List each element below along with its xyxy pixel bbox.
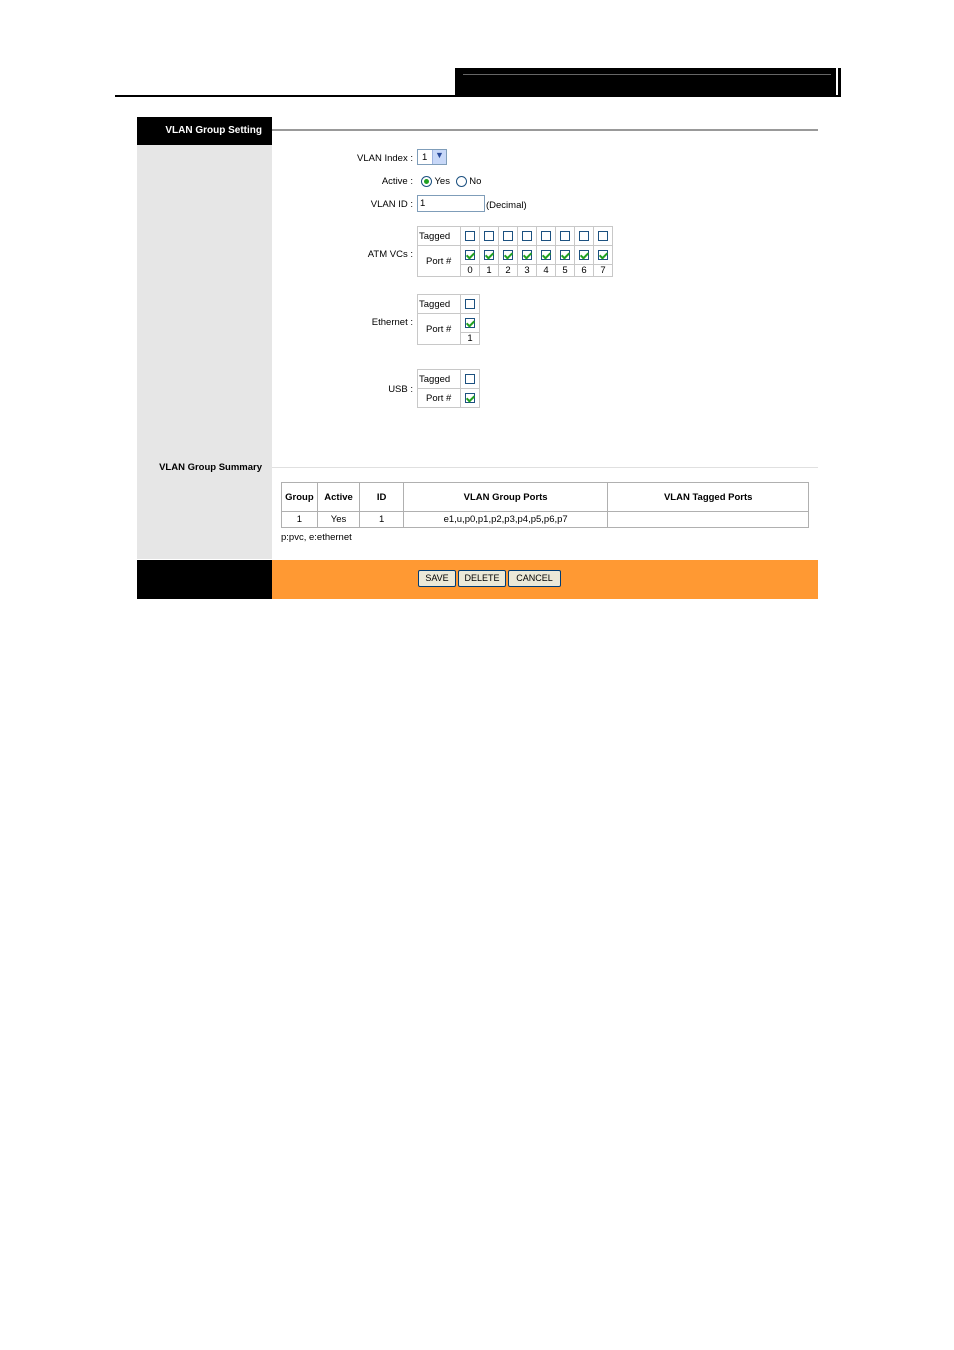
atm-port-grid (417, 226, 613, 277)
table-cell: 1 (282, 512, 318, 528)
atm-tagged-checkbox[interactable] (503, 231, 513, 241)
delete-button[interactable]: DELETE (458, 570, 506, 587)
vlan-id-unit: (Decimal) (486, 200, 527, 211)
usb-port-label: Port # (418, 389, 461, 408)
active-radio-group (421, 176, 481, 187)
active-no-radio[interactable] (456, 176, 467, 187)
active-yes-radio[interactable] (421, 176, 432, 187)
ethernet-tagged-cell (461, 295, 480, 314)
atm-tagged-label: Tagged (418, 227, 461, 246)
atm-port-number: 0 (461, 265, 480, 277)
header-divider (836, 68, 838, 97)
atm-tagged-cell (518, 227, 537, 246)
active-label: Active : (381, 176, 413, 187)
usb-tagged-row (418, 370, 480, 389)
vlan-index-select[interactable] (417, 149, 447, 165)
atm-port-checkbox[interactable] (598, 250, 608, 260)
atm-port-checkbox[interactable] (522, 250, 532, 260)
table-cell: 1 (360, 512, 404, 528)
ethernet-port-grid (417, 294, 480, 345)
atm-tagged-cell (575, 227, 594, 246)
title-rule (272, 129, 818, 131)
header-rule (463, 74, 831, 75)
atm-port-checkbox[interactable] (579, 250, 589, 260)
ethernet-tagged-row (418, 295, 480, 314)
vlan-id-input[interactable]: 1 (417, 195, 485, 212)
atm-tagged-cell (556, 227, 575, 246)
cancel-button[interactable]: CANCEL (508, 570, 561, 587)
atm-port-number: 4 (537, 265, 556, 277)
active-no-label: No (469, 176, 482, 188)
usb-tagged-checkbox[interactable] (465, 374, 475, 384)
atm-port-cell (537, 246, 556, 265)
vlan-index-label: VLAN Index : (357, 153, 413, 164)
table-cell: e1,u,p0,p1,p2,p3,p4,p5,p6,p7 (403, 512, 608, 528)
table-cell: Yes (317, 512, 360, 528)
ethernet-label: Ethernet : (371, 317, 413, 328)
chevron-down-icon[interactable]: ▼ (432, 150, 446, 164)
summary-header-cell: Active (317, 483, 360, 512)
atm-port-checkbox[interactable] (541, 250, 551, 260)
atm-port-number: 1 (480, 265, 499, 277)
usb-tagged-label: Tagged (418, 370, 461, 389)
vlan-panel (137, 117, 818, 599)
footer-left (137, 560, 272, 599)
atm-tagged-cell (537, 227, 556, 246)
atm-port-cell (499, 246, 518, 265)
usb-port-cell (461, 389, 480, 408)
atm-port-cell (594, 246, 613, 265)
atm-tagged-checkbox[interactable] (541, 231, 551, 241)
usb-port-row (418, 389, 480, 408)
header-bar (455, 68, 841, 97)
summary-header-row (282, 483, 809, 512)
summary-legend: p:pvc, e:ethernet (281, 532, 352, 543)
usb-tagged-cell (461, 370, 480, 389)
sidebar (137, 117, 272, 559)
atm-tagged-checkbox[interactable] (560, 231, 570, 241)
ethernet-tagged-checkbox[interactable] (465, 299, 475, 309)
atm-port-cell (461, 246, 480, 265)
footer-bar (272, 560, 818, 599)
summary-rule (272, 467, 818, 468)
atm-tagged-checkbox[interactable] (484, 231, 494, 241)
ethernet-port-cell (461, 314, 480, 333)
active-yes-label: Yes (434, 176, 450, 188)
ethernet-port-checkbox[interactable] (465, 318, 475, 328)
atm-tagged-checkbox[interactable] (598, 231, 608, 241)
save-button[interactable]: SAVE (418, 570, 456, 587)
atm-port-number: 6 (575, 265, 594, 277)
atm-port-cell (575, 246, 594, 265)
atm-tagged-cell (594, 227, 613, 246)
atm-port-checkbox[interactable] (465, 250, 475, 260)
atm-port-cell (518, 246, 537, 265)
atm-tagged-checkbox[interactable] (522, 231, 532, 241)
atm-tagged-checkbox[interactable] (579, 231, 589, 241)
atm-tagged-cell (480, 227, 499, 246)
atm-port-cell (556, 246, 575, 265)
atm-port-checkbox[interactable] (560, 250, 570, 260)
ethernet-port-label: Port # (418, 314, 461, 345)
table-row (282, 512, 809, 528)
summary-header-cell: VLAN Tagged Ports (608, 483, 809, 512)
atm-port-number: 2 (499, 265, 518, 277)
usb-port-grid (417, 369, 480, 408)
atm-tagged-checkbox[interactable] (465, 231, 475, 241)
ethernet-port-row (418, 314, 480, 333)
atm-tagged-cell (461, 227, 480, 246)
atm-tagged-row (418, 227, 613, 246)
vlan-id-label: VLAN ID : (370, 199, 413, 210)
atm-port-checkbox[interactable] (503, 250, 513, 260)
vlan-index-value: 1 (422, 152, 428, 163)
atm-label: ATM VCs : (367, 249, 413, 260)
summary-header-cell: VLAN Group Ports (403, 483, 608, 512)
ethernet-port-number: 1 (461, 333, 480, 345)
atm-port-checkbox[interactable] (484, 250, 494, 260)
atm-port-number: 7 (594, 265, 613, 277)
atm-port-number: 5 (556, 265, 575, 277)
summary-header-cell: ID (360, 483, 404, 512)
summary-table (281, 482, 809, 528)
table-cell (608, 512, 809, 528)
atm-port-label: Port # (418, 246, 461, 277)
summary-title: VLAN Group Summary (159, 462, 262, 473)
atm-tagged-cell (499, 227, 518, 246)
ethernet-tagged-label: Tagged (418, 295, 461, 314)
atm-port-row (418, 246, 613, 265)
section-title: VLAN Group Setting (137, 117, 272, 145)
atm-port-number: 3 (518, 265, 537, 277)
atm-port-cell (480, 246, 499, 265)
usb-port-checkbox[interactable] (465, 393, 475, 403)
summary-header-cell: Group (282, 483, 318, 512)
usb-label: USB : (388, 384, 413, 395)
header-underline (115, 95, 841, 97)
